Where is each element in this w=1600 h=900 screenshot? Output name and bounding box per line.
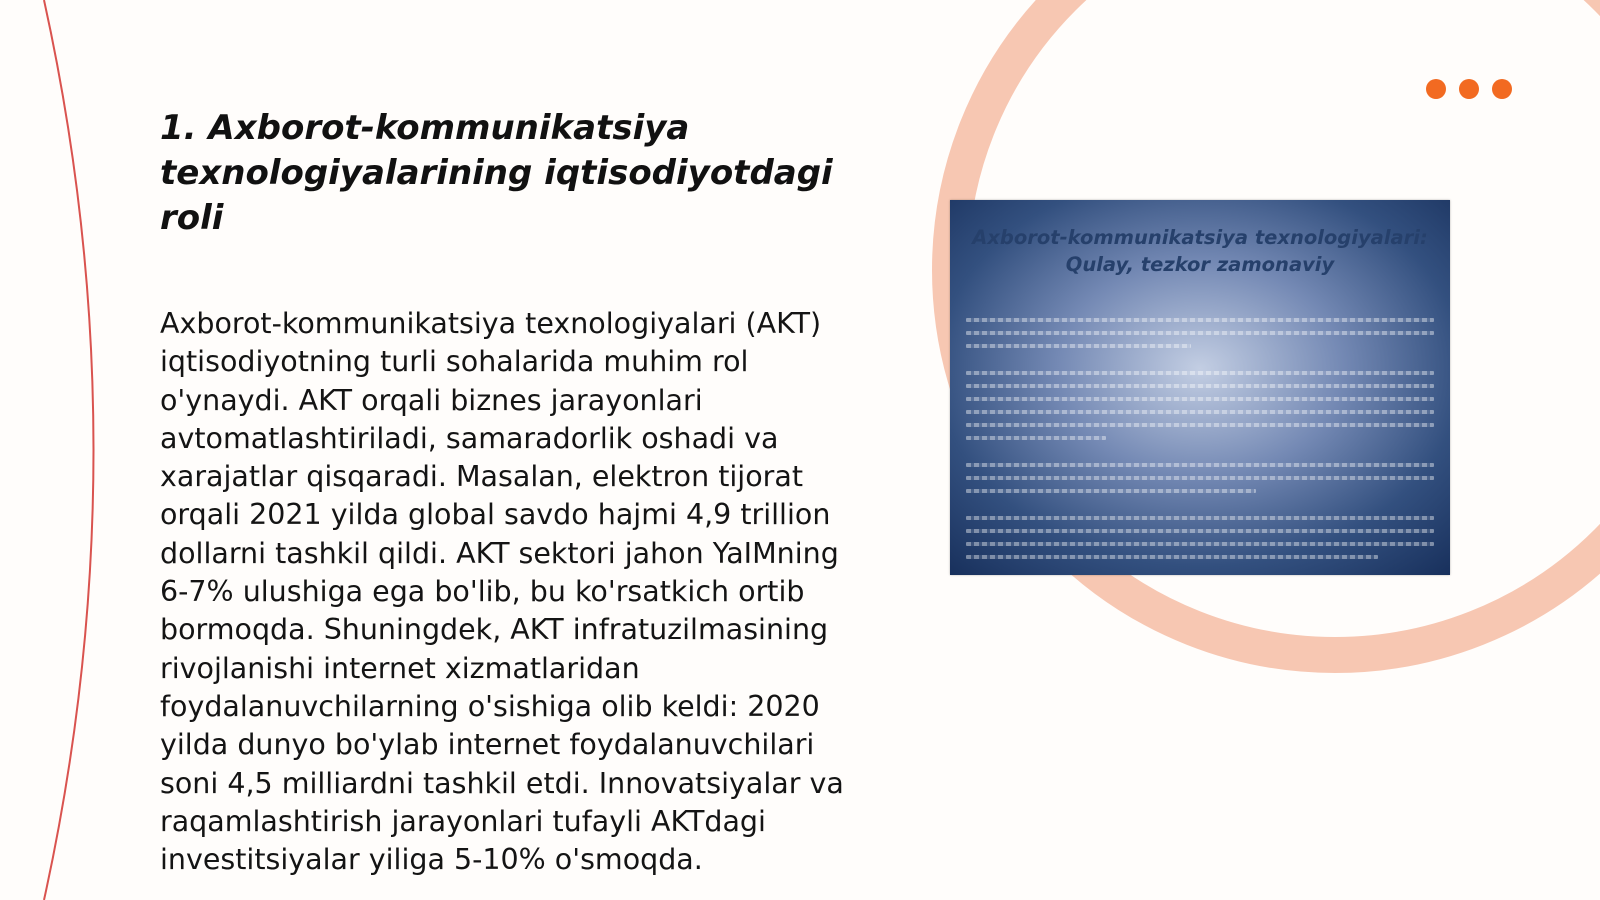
preview-image-title: Axborot-kommunikatsiya texnologiyalari: Qulay, tezkor zamonaviy [972,226,1428,276]
dot-icon [1459,79,1479,99]
dot-icon [1492,79,1512,99]
preview-image-text-lines [966,318,1434,568]
three-dots-icon [1426,78,1512,100]
left-red-curve [44,0,94,900]
slide-title: 1. Axborot-kommunikatsiya texnologiyalarining iqtisodiyotdagi roli [160,108,833,238]
preview-image [950,200,1450,575]
slide-body-text: Axborot-kommunikatsiya texnologiyalari (AKT) iqtisodiyotning turli sohalarida muhim rol o'ynaydi. AKT orqali biznes jarayonlari avtomatlashtiriladi, samaradorlik oshadi va xarajatlar qisqaradi. Masalan, elektron tijorat orqali 2021 yilda global savdo hajmi 4,9 trillion dollarni tashkil qildi. AKT sektori jahon YaIMning 6-7% ulushiga ega bo'lib, bu ko'rsatkich ortib bormoqda. Shuningdek, AKT infratuzilmasining rivojlanishi internet xizmatlaridan foydalanuvchilarning o'sishiga olib keldi: 2020 yilda dunyo bo'ylab internet foydalanuvchilari soni 4,5 milliardni tashkil etdi. Innovatsiyalar va raqamlashtirish jarayonlari tufayli AKTdagi investitsiyalar yiliga 5-10% o'smoqda. [160,307,844,877]
dot-icon [1426,79,1446,99]
